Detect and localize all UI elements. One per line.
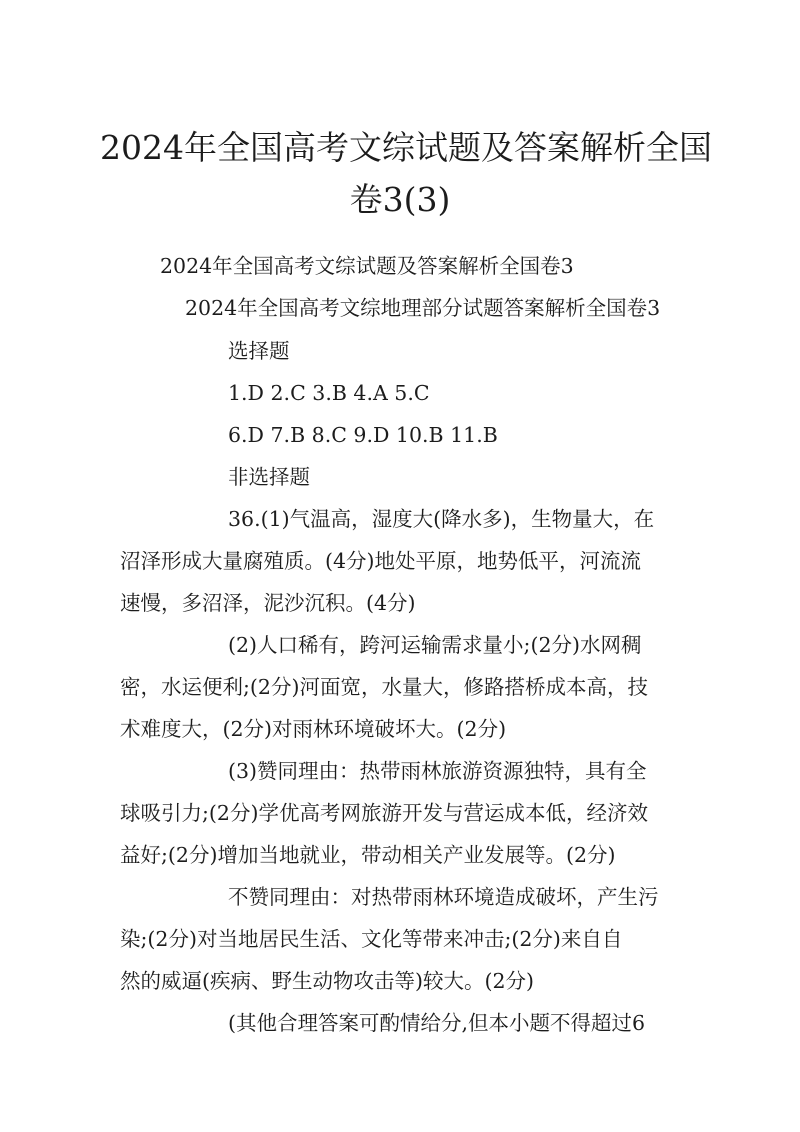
choice-answers-line-1: 1.D 2.C 3.B 4.A 5.C	[228, 381, 430, 405]
paragraph-line: 益好;(2分)增加当地就业，带动相关产业发展等。(2分)	[120, 843, 616, 867]
section-title: 2024年全国高考文综地理部分试题答案解析全国卷3	[185, 296, 661, 320]
paragraph-line: (3)赞同理由：热带雨林旅游资源独特，具有全	[228, 759, 647, 783]
paragraph-line: (2)人口稀有，跨河运输需求量小;(2分)水网稠	[228, 633, 642, 657]
paragraph-line: (其他合理答案可酌情给分,但本小题不得超过6	[228, 1011, 646, 1035]
subtitle: 2024年全国高考文综试题及答案解析全国卷3	[160, 254, 574, 278]
paragraph-line: 沼泽形成大量腐殖质。(4分)地处平原，地势低平，河流流	[120, 549, 642, 573]
paragraph-line: 不赞同理由：对热带雨林环境造成破坏，产生污	[228, 885, 659, 909]
paragraph-line: 36.(1)气温高，湿度大(降水多)，生物量大，在	[228, 507, 655, 531]
paragraph-line: 球吸引力;(2分)学优高考网旅游开发与营运成本低，经济效	[120, 801, 648, 825]
paragraph-line: 速慢，多沼泽，泥沙沉积。(4分)	[120, 591, 416, 615]
nonchoice-heading: 非选择题	[228, 465, 310, 489]
paragraph-line: 密，水运便利;(2分)河面宽，水量大，修路搭桥成本高，技	[120, 675, 648, 699]
paragraph-line: 染;(2分)对当地居民生活、文化等带来冲击;(2分)来自自	[120, 927, 623, 951]
paragraph-line: 然的威逼(疾病、野生动物攻击等)较大。(2分)	[120, 969, 535, 993]
paragraph-line: 术难度大，(2分)对雨林环境破坏大。(2分)	[120, 717, 507, 741]
choice-heading: 选择题	[228, 339, 290, 363]
document-title-line-2: 卷3(3)	[349, 180, 451, 219]
choice-answers-line-2: 6.D 7.B 8.C 9.D 10.B 11.B	[228, 423, 498, 447]
document-title-line-1: 2024年全国高考文综试题及答案解析全国	[100, 128, 712, 167]
